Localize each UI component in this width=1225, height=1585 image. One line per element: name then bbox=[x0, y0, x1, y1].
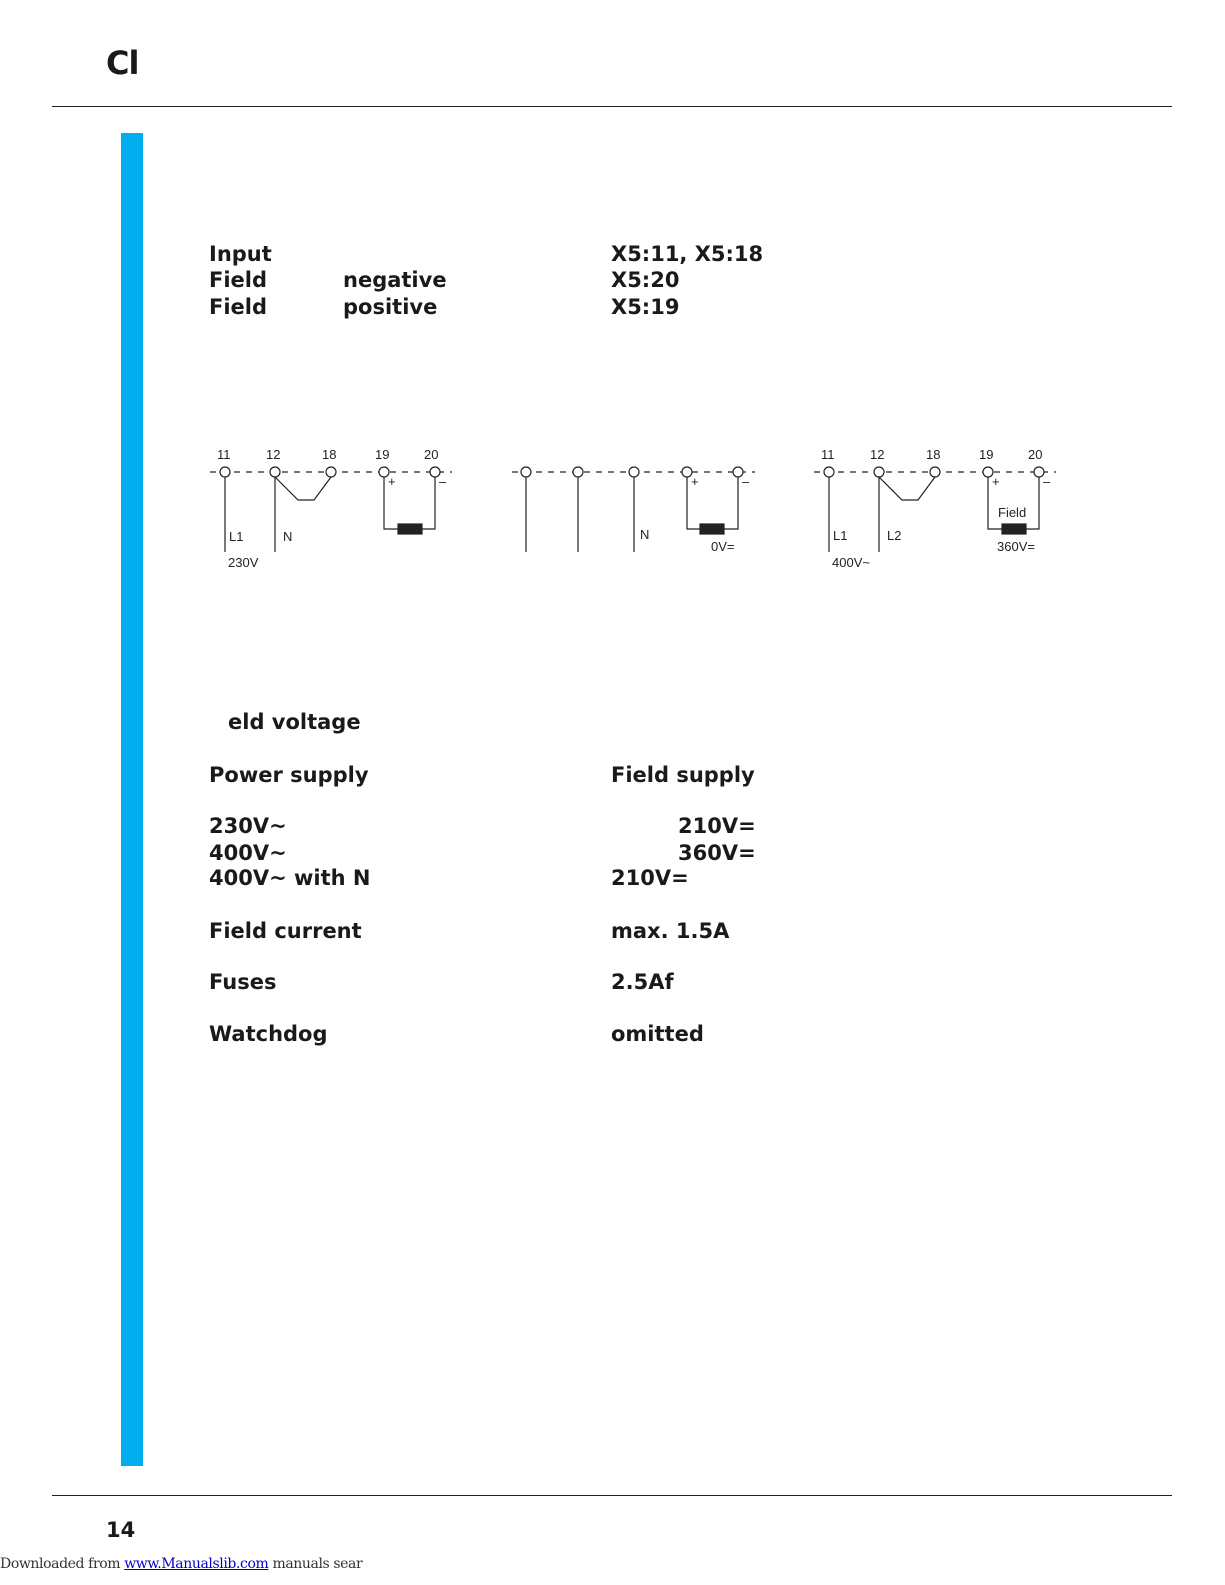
connection-label: Field bbox=[209, 295, 268, 319]
plus-label: + bbox=[691, 474, 699, 489]
spec-value: 2.5Af bbox=[611, 970, 674, 994]
connection-polarity: positive bbox=[343, 295, 438, 319]
connection-polarity: negative bbox=[343, 268, 447, 292]
table-header-field: Field supply bbox=[611, 763, 755, 787]
page-number: 14 bbox=[106, 1518, 136, 1542]
spec-label: Field current bbox=[209, 919, 362, 943]
wiring-diagrams bbox=[200, 440, 1080, 580]
table-cell-power: 400V~ with N bbox=[209, 866, 371, 890]
table-cell-power: 230V~ bbox=[209, 814, 287, 838]
connection-label: Field bbox=[209, 268, 268, 292]
spec-value: omitted bbox=[611, 1022, 704, 1046]
connection-terminal: X5:19 bbox=[611, 295, 680, 319]
connection-terminal: X5:11, X5:18 bbox=[611, 242, 764, 266]
terminal-label: 11 bbox=[821, 447, 835, 462]
plus-label: + bbox=[992, 474, 1000, 489]
spec-label: Fuses bbox=[209, 970, 277, 994]
table-header-power: Power supply bbox=[209, 763, 369, 787]
terminal-label: 18 bbox=[322, 447, 337, 462]
connection-terminal: X5:20 bbox=[611, 268, 680, 292]
wire-label: N bbox=[640, 527, 650, 542]
voltage-label: 400V~ bbox=[832, 555, 870, 570]
manualslib-link[interactable]: www.Manualslib.com bbox=[124, 1556, 269, 1572]
wire-label: L1 bbox=[229, 529, 244, 544]
terminal-label: 19 bbox=[375, 447, 390, 462]
header-title: Cl bbox=[106, 44, 139, 82]
connection-label: Input bbox=[209, 242, 272, 266]
table-cell-field: 210V= bbox=[611, 866, 689, 890]
table-cell-field: 360V= bbox=[678, 841, 756, 865]
wire-label: L2 bbox=[887, 528, 902, 543]
terminal-label: 12 bbox=[870, 447, 885, 462]
terminal-label: 19 bbox=[979, 447, 994, 462]
plus-label: + bbox=[388, 474, 396, 489]
footer-tail: manuals sear bbox=[268, 1556, 363, 1572]
download-footer bbox=[0, 1556, 362, 1572]
field-label: Field bbox=[998, 505, 1027, 520]
voltage-label: 360V= bbox=[997, 539, 1035, 554]
minus-label: – bbox=[1043, 474, 1051, 489]
minus-label: – bbox=[439, 474, 447, 489]
terminal-label: 12 bbox=[266, 447, 281, 462]
accent-bar bbox=[121, 133, 143, 1466]
voltage-label: 0V= bbox=[711, 539, 735, 554]
footer-rule bbox=[52, 1495, 1172, 1496]
terminal-label: 18 bbox=[926, 447, 941, 462]
terminal-label: 20 bbox=[1028, 447, 1043, 462]
minus-label: – bbox=[742, 474, 750, 489]
voltage-label: 230V bbox=[228, 555, 259, 570]
wire-label: N bbox=[283, 529, 293, 544]
spec-label: Watchdog bbox=[209, 1022, 328, 1046]
table-cell-field: 210V= bbox=[678, 814, 756, 838]
header-rule bbox=[52, 106, 1172, 107]
wire-label: L1 bbox=[833, 528, 848, 543]
footer-text: Downloaded from bbox=[0, 1556, 121, 1572]
table-cell-power: 400V~ bbox=[209, 841, 287, 865]
terminal-label: 20 bbox=[424, 447, 439, 462]
terminal-label: 11 bbox=[217, 447, 231, 462]
section-heading: eld voltage bbox=[228, 710, 361, 734]
spec-value: max. 1.5A bbox=[611, 919, 730, 943]
wiring-diagram-230v bbox=[210, 467, 452, 552]
